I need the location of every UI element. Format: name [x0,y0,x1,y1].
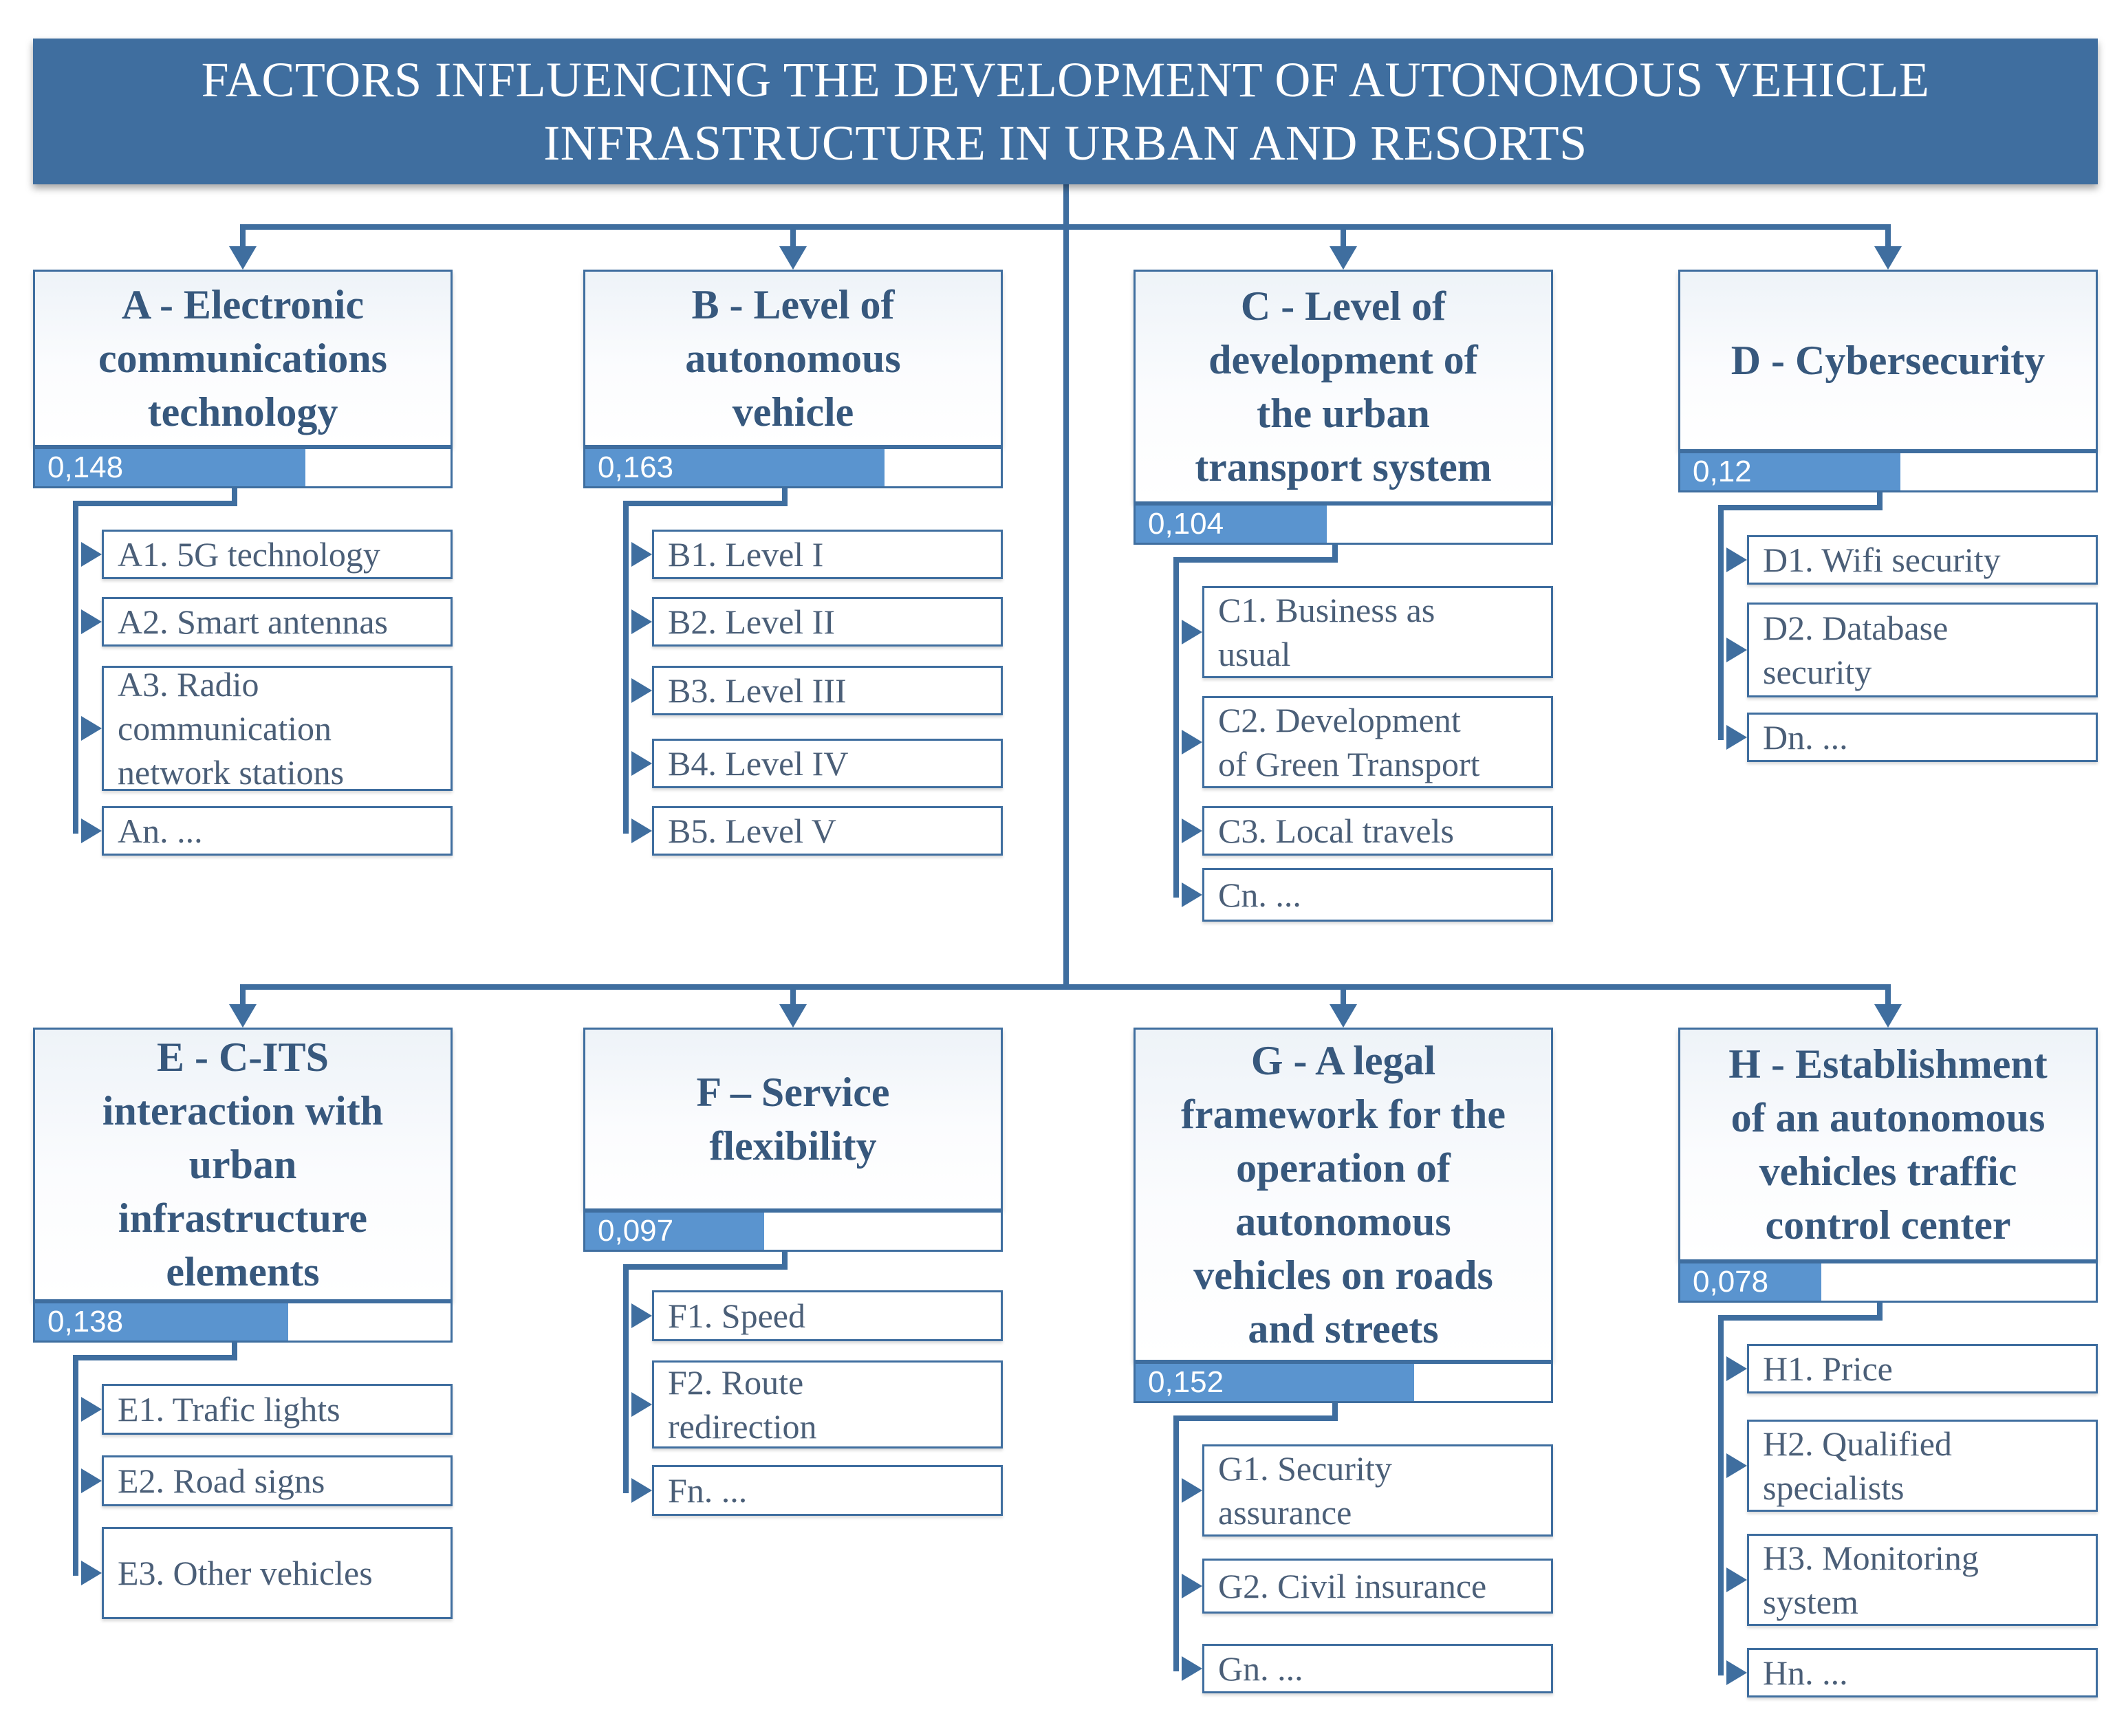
arrow-right-icon [1726,1356,1747,1381]
arrow-right-icon [1182,818,1202,843]
factor-f-title: F – Service flexibility [696,1070,890,1169]
factor-h-header [1678,1028,2098,1261]
factor-b-item [652,739,1003,788]
arrow-right-icon [1726,1453,1747,1478]
factor-d-header [1678,270,2098,451]
factor-b-item [652,597,1003,647]
factor-e-item [102,1527,453,1619]
arrow-right-icon [1726,547,1747,572]
arrow-right-icon [81,1468,102,1493]
arrow-right-icon [1726,1660,1747,1685]
diagram-title: FACTORS INFLUENCING THE DEVELOPMENT OF AUTONOMOUS VEHICLE INFRASTRUCTURE IN URBAN AND RESORTS [201,52,1930,171]
factor-a-item-label: A2. Smart antennas [118,603,388,641]
factor-c-weight-bar [1133,503,1553,545]
factor-g-item [1202,1559,1553,1614]
arrow-right-icon [631,1392,652,1417]
arrow-right-icon [81,542,102,567]
arrow-right-icon [1726,1567,1747,1592]
factor-a-item [102,666,453,791]
factor-d-weight-bar [1678,451,2098,492]
factor-b-title: B - Level of autonomous vehicle [685,282,901,435]
factor-b-weight-value: 0,163 [598,451,674,484]
factor-h-item-label: H1. Price [1763,1349,1893,1388]
factor-e-item-label: E3. Other vehicles [118,1554,373,1592]
arrow-right-icon [1182,730,1202,755]
factor-h-weight-bar [1678,1261,2098,1303]
arrow-right-icon [631,1303,652,1328]
arrow-down-icon [229,246,257,270]
factor-c-title: C - Level of development of the urban transport system [1195,283,1492,490]
factor-c-item-label: C1. Business as usual [1218,591,1435,673]
factor-b-item-label: B2. Level II [668,603,835,641]
factor-g-weight-bar [1133,1362,1553,1403]
factor-e-item-label: E2. Road signs [118,1462,325,1500]
factor-a-weight-value: 0,148 [47,451,124,484]
factor-c-weight-value: 0,104 [1148,507,1224,541]
factor-f-weight-value: 0,097 [598,1214,674,1248]
factor-g-item-label: G2. Civil insurance [1218,1567,1487,1605]
factor-f-item-label: F2. Route redirection [668,1363,817,1446]
factor-a-title: A - Electronic communications technology [98,282,387,435]
arrow-right-icon [81,1397,102,1422]
arrow-down-icon [1874,246,1902,270]
factor-d-item [1747,603,2098,697]
factor-b-item [652,806,1003,856]
factor-a-item-label: A1. 5G technology [118,535,380,574]
factor-h-item [1747,1648,2098,1697]
factor-h-title: H - Establishment of an autonomous vehicles traffic control center [1728,1041,2048,1248]
diagram-title-box [33,39,2098,184]
factor-a-item [102,597,453,647]
arrow-right-icon [1182,1478,1202,1503]
factor-a-item-label: An. ... [118,812,203,850]
factor-c-header [1133,270,1553,503]
arrow-right-icon [1182,1656,1202,1681]
arrow-right-icon [1182,620,1202,644]
arrow-right-icon [631,609,652,634]
factor-c-item-label: Cn. ... [1218,876,1301,914]
arrow-down-icon [1330,246,1357,270]
factor-c-item [1202,806,1553,856]
factor-h-item-label: H3. Monitoring system [1763,1539,1979,1621]
factor-d-item-label: Dn. ... [1763,718,1848,757]
factor-g-item-label: Gn. ... [1218,1649,1303,1688]
factor-g-header [1133,1028,1553,1362]
factor-b-item-label: B4. Level IV [668,744,849,783]
factor-a-item [102,806,453,856]
factor-e-item-label: E1. Trafic lights [118,1390,340,1429]
factor-e-weight-bar [33,1301,453,1343]
arrow-right-icon [1726,638,1747,662]
factor-e-title: E - C-ITS interaction with urban infrastructure elements [102,1034,384,1294]
factor-h-item [1747,1344,2098,1393]
factor-f-item-label: Fn. ... [668,1471,748,1510]
factor-d-weight-value: 0,12 [1693,455,1752,488]
factor-a-item [102,530,453,579]
arrow-right-icon [631,678,652,703]
factor-h-item-label: Hn. ... [1763,1653,1848,1692]
factor-f-item-label: F1. Speed [668,1296,805,1335]
factor-e-item [102,1455,453,1506]
arrow-right-icon [81,1561,102,1585]
arrow-right-icon [631,751,652,776]
factor-b-item-label: B1. Level I [668,535,824,574]
factor-e-weight-value: 0,138 [47,1305,124,1338]
factor-f-item [652,1465,1003,1516]
arrow-right-icon [631,542,652,567]
factor-f-header [583,1028,1003,1211]
arrow-right-icon [1182,882,1202,907]
factor-a-weight-bar [33,447,453,488]
factor-h-item-label: H2. Qualified specialists [1763,1424,1952,1507]
factor-g-title: G - A legal framework for the operation of autonomous vehicles on roads and streets [1180,1038,1506,1352]
factor-b-header [583,270,1003,447]
factor-d-item-label: D1. Wifi security [1763,541,2001,579]
factor-d-item [1747,713,2098,762]
factor-h-item [1747,1420,2098,1512]
arrow-right-icon [631,818,652,843]
arrow-down-icon [779,246,807,270]
factor-f-item [652,1290,1003,1341]
factor-a-header [33,270,453,447]
arrow-right-icon [81,609,102,634]
arrow-down-icon [1330,1004,1357,1028]
factor-b-weight-bar [583,447,1003,488]
arrow-down-icon [229,1004,257,1028]
factor-a-item-label: A3. Radio communication network stations [118,665,345,792]
factor-f-weight-bar [583,1211,1003,1252]
factor-b-item [652,530,1003,579]
factor-d-title: D - Cybersecurity [1731,338,2046,383]
factor-d-item [1747,535,2098,585]
arrow-down-icon [1874,1004,1902,1028]
factor-e-header [33,1028,453,1301]
factor-e-item [102,1384,453,1435]
factor-b-item-label: B5. Level V [668,812,836,850]
arrow-down-icon [779,1004,807,1028]
factor-c-item [1202,696,1553,788]
factor-h-weight-value: 0,078 [1693,1265,1769,1299]
factor-f-item [652,1360,1003,1449]
factor-g-item-label: G1. Security assurance [1218,1449,1392,1532]
factor-g-item [1202,1644,1553,1693]
factor-g-item [1202,1444,1553,1537]
factor-b-item [652,666,1003,715]
arrow-right-icon [81,716,102,741]
arrow-right-icon [631,1478,652,1503]
factor-g-weight-value: 0,152 [1148,1365,1224,1399]
factor-h-item [1747,1534,2098,1626]
factor-c-item [1202,868,1553,922]
factor-d-item-label: D2. Database security [1763,609,1949,691]
arrow-right-icon [1182,1574,1202,1598]
factor-c-item [1202,586,1553,678]
factor-b-item-label: B3. Level III [668,671,847,710]
arrow-right-icon [81,818,102,843]
factor-c-item-label: C2. Development of Green Transport [1218,701,1480,783]
arrow-right-icon [1726,725,1747,750]
factor-c-item-label: C3. Local travels [1218,812,1454,850]
